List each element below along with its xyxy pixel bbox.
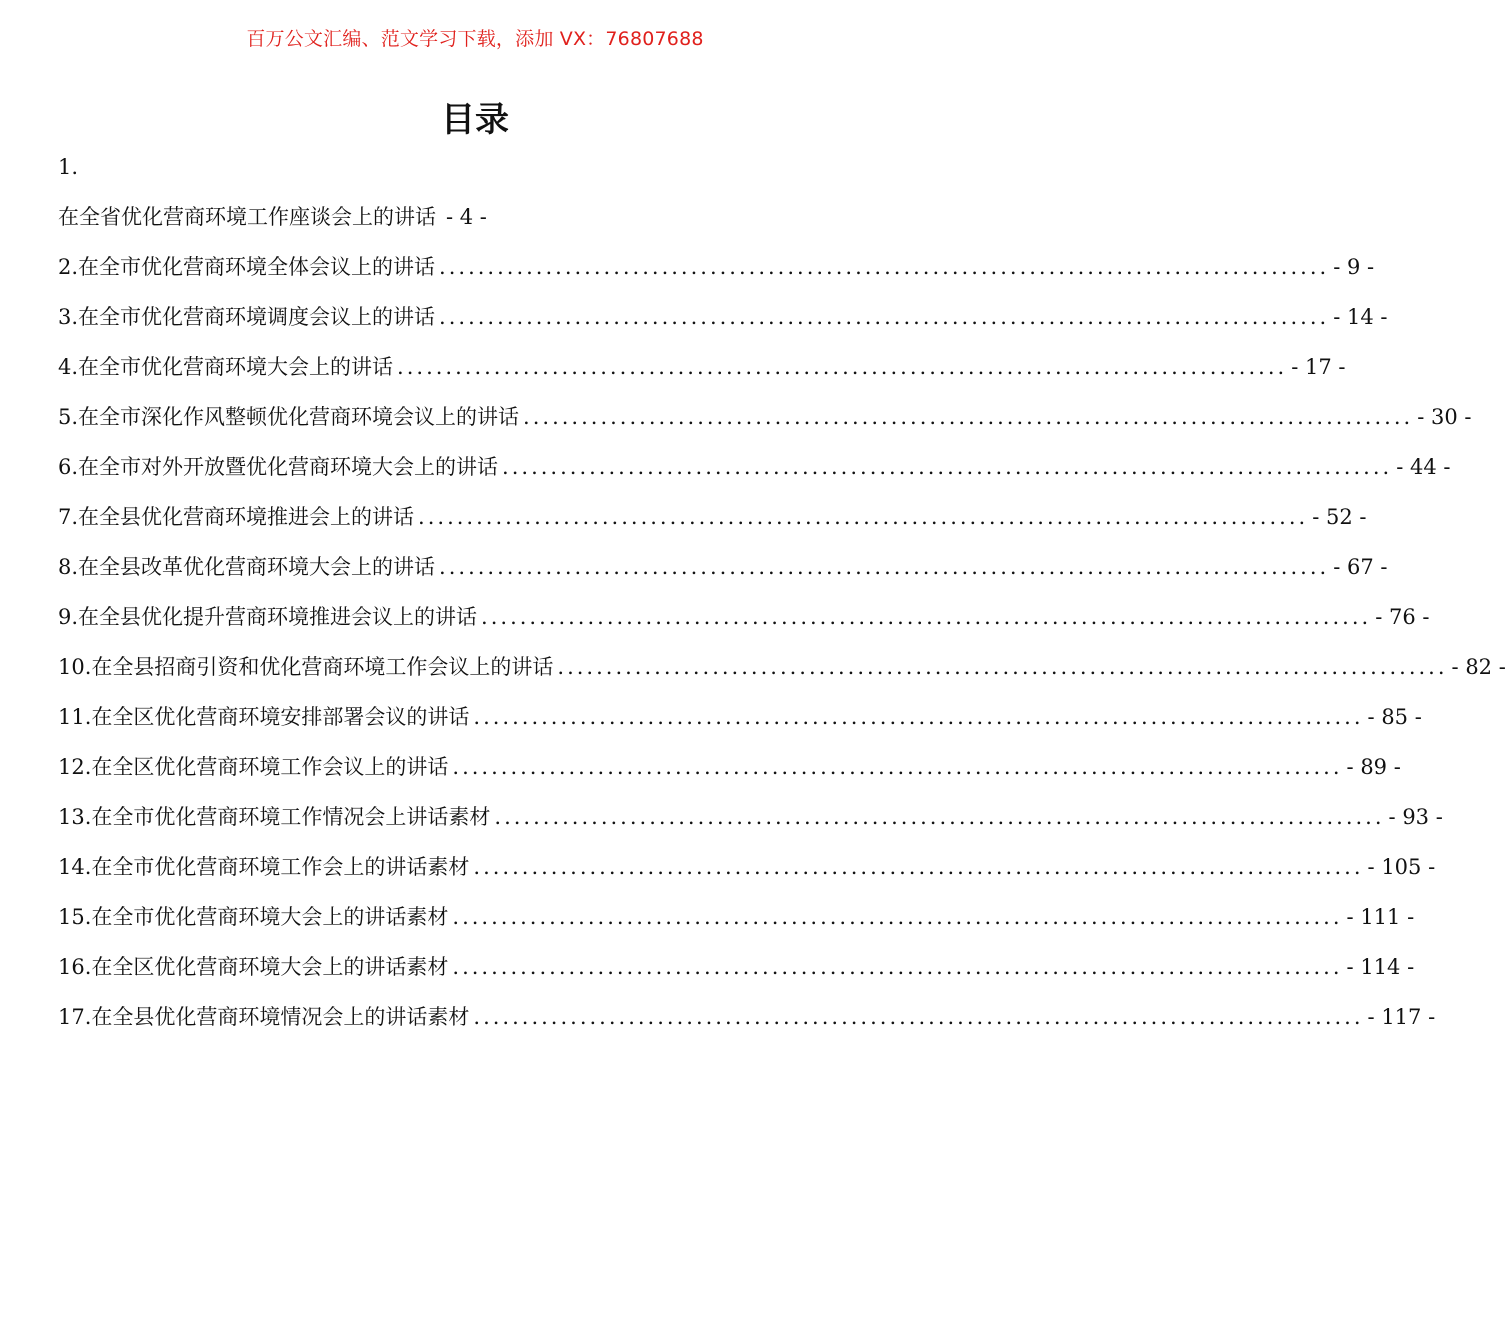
toc-entry[interactable]	[58, 400, 1472, 450]
toc-entry-title: 9.在全县优化提升营商环境推进会议上的讲话	[58, 605, 478, 629]
toc-entry-title: 4.在全市优化营商环境大会上的讲话	[58, 355, 394, 379]
toc-leader-dots: ............................................................................................	[494, 805, 1385, 829]
toc-entry[interactable]	[58, 850, 1436, 900]
toc-list	[58, 250, 1506, 1050]
toc-entry-page: - 14 -	[1333, 305, 1388, 329]
toc-entry[interactable]	[58, 550, 1388, 600]
toc-entry-page: - 82 -	[1451, 655, 1506, 679]
toc-leader-dots: ............................................................................................	[473, 855, 1364, 879]
toc-entry-page: - 105 -	[1367, 855, 1436, 879]
toc-entry[interactable]	[58, 700, 1422, 750]
table-of-contents	[58, 150, 1506, 1050]
toc-entry-page: - 117 -	[1367, 1005, 1436, 1029]
toc-leader-dots: ............................................................................................	[439, 255, 1330, 279]
toc-leader-dots: ............................................................................................	[452, 905, 1343, 929]
toc-entry-title: 8.在全县改革优化营商环境大会上的讲话	[58, 555, 436, 579]
toc-entry-title: 15.在全市优化营商环境大会上的讲话素材	[58, 905, 449, 929]
toc-entry-title: 5.在全市深化作风整顿优化营商环境会议上的讲话	[58, 405, 520, 429]
toc-entry-page: - 67 -	[1333, 555, 1388, 579]
toc-entry-title: 11.在全区优化营商环境安排部署会议的讲话	[58, 705, 470, 729]
toc-entry-page: - 76 -	[1375, 605, 1430, 629]
toc-entry-page: - 17 -	[1291, 355, 1346, 379]
toc-entry-page: - 52 -	[1312, 505, 1367, 529]
toc-entry-title: 13.在全市优化营商环境工作情况会上讲话素材	[58, 805, 491, 829]
toc-entry-title: 17.在全县优化营商环境情况会上的讲话素材	[58, 1005, 470, 1029]
toc-leader-dots: ............................................................................................	[439, 555, 1330, 579]
toc-entry[interactable]	[58, 500, 1367, 550]
toc-leader-dots: ............................................................................................	[557, 655, 1448, 679]
toc-entry-title: 3.在全市优化营商环境调度会议上的讲话	[58, 305, 436, 329]
toc-entry[interactable]	[58, 750, 1401, 800]
toc-entry-page: - 4 -	[446, 205, 487, 229]
toc-entry-title: 12.在全区优化营商环境工作会议上的讲话	[58, 755, 449, 779]
toc-entry-page: - 89 -	[1346, 755, 1401, 779]
toc-entry[interactable]	[58, 450, 1451, 500]
toc-leader-dots: ............................................................................................	[473, 705, 1364, 729]
toc-leader-dots: ............................................................................................	[439, 305, 1330, 329]
toc-entry-page: - 30 -	[1417, 405, 1472, 429]
toc-entry[interactable]	[58, 350, 1346, 400]
toc-entry-1[interactable]	[58, 200, 894, 234]
toc-entry-page: - 9 -	[1333, 255, 1375, 279]
toc-entry[interactable]	[58, 950, 1415, 1000]
toc-entry-title: 6.在全市对外开放暨优化营商环境大会上的讲话	[58, 455, 499, 479]
toc-leader-dots: ............................................................................................	[452, 755, 1343, 779]
toc-leader-dots: ............................................................................................	[397, 355, 1288, 379]
toc-entry-page: - 114 -	[1346, 955, 1415, 979]
toc-entry[interactable]	[58, 300, 1388, 350]
toc-entry-title: 14.在全市优化营商环境工作会上的讲话素材	[58, 855, 470, 879]
toc-entry-title: 7.在全县优化营商环境推进会上的讲话	[58, 505, 415, 529]
toc-entry[interactable]	[58, 250, 1375, 300]
toc-leader-dots: ............................................................................................	[523, 405, 1414, 429]
toc-entry[interactable]	[58, 1000, 1436, 1050]
toc-entry[interactable]	[58, 600, 1430, 650]
toc-leader-dots: ............................................................................................	[502, 455, 1393, 479]
header-banner: 百万公文汇编、范文学习下载，添加 VX：76807688	[246, 28, 704, 50]
toc-leader-dots: ............................................................................................	[418, 505, 1309, 529]
toc-entry-title: 16.在全区优化营商环境大会上的讲话素材	[58, 955, 449, 979]
toc-leader-dots: ............................................................................................	[452, 955, 1343, 979]
toc-leader-dots: ............................................................................................	[473, 1005, 1364, 1029]
toc-entry[interactable]	[58, 650, 1506, 700]
toc-entry-page: - 44 -	[1396, 455, 1451, 479]
toc-entry-1-number: 1.	[58, 155, 79, 179]
toc-entry-page: - 93 -	[1388, 805, 1443, 829]
toc-entry-title: 2.在全市优化营商环境全体会议上的讲话	[58, 255, 436, 279]
toc-entry[interactable]	[58, 800, 1443, 850]
toc-entry[interactable]	[58, 900, 1415, 950]
toc-entry-title: 在全省优化营商环境工作座谈会上的讲话	[58, 205, 436, 229]
toc-leader-dots: ............................................................................................	[481, 605, 1372, 629]
toc-entry-page: - 111 -	[1346, 905, 1415, 929]
toc-entry-title: 10.在全县招商引资和优化营商环境工作会议上的讲话	[58, 655, 554, 679]
page-title: 目录	[441, 100, 509, 140]
toc-entry-page: - 85 -	[1367, 705, 1422, 729]
